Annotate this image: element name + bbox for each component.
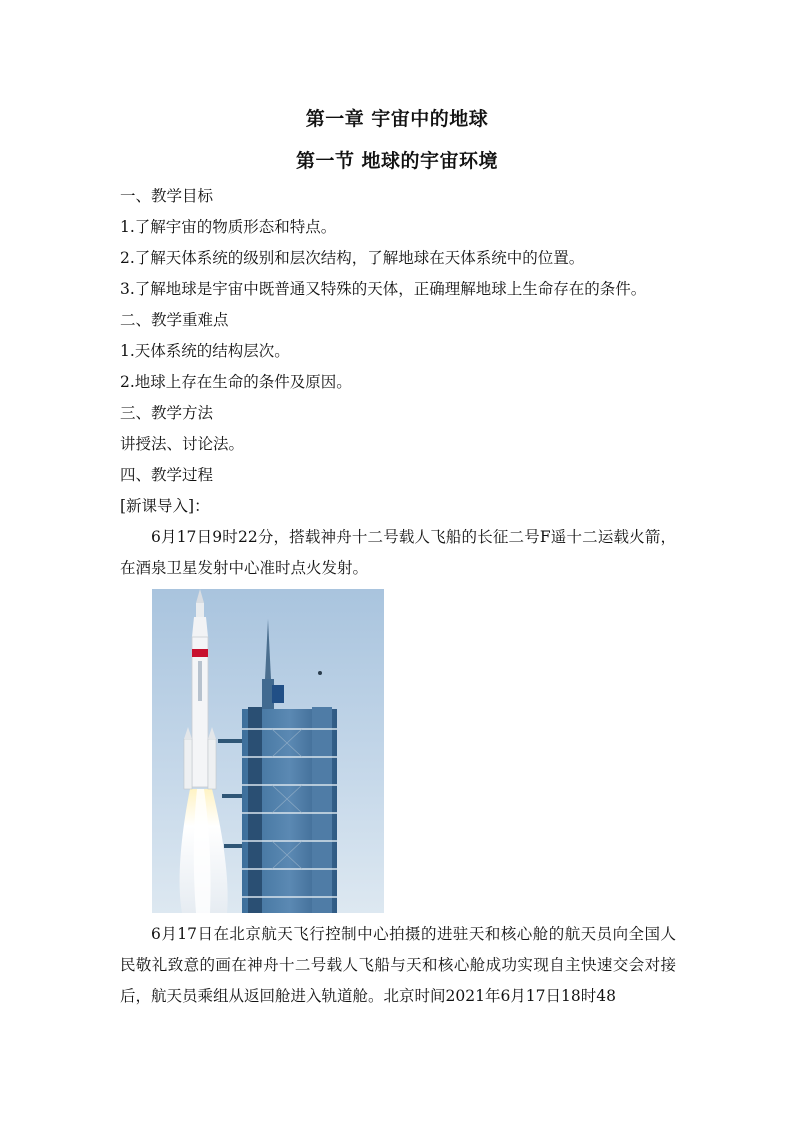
methods-text: 讲授法、讨论法。: [120, 435, 245, 453]
key-point-item: 2.地球上存在生命的条件及原因。: [120, 373, 352, 391]
objective-item: 2.了解天体系统的级别和层次结构，了解地球在天体系统中的位置。: [120, 249, 585, 267]
objective-item: 1.了解宇宙的物质形态和特点。: [120, 218, 337, 236]
objectives-heading: 一、教学目标: [120, 187, 214, 205]
intro-paragraph: 6月17日9时22分，搭载神舟十二号载人飞船的长征二号F遥十二运载火箭，在酒泉卫星发射中心准时点火发射。: [120, 528, 676, 577]
methods-heading: 三、教学方法: [120, 404, 214, 422]
astronaut-paragraph: 6月17日在北京航天飞行控制中心拍摄的进驻天和核心舱的航天员向全国人民敬礼致意的画在神舟十二号载人飞船与天和核心舱成功实现自主快速交会对接后，航天员乘组从返回舱进入轨道舱。北京时间2021年6月17日18时48: [120, 925, 676, 1005]
objective-item: 3.了解地球是宇宙中既普通又特殊的天体，正确理解地球上生命存在的条件。: [120, 280, 647, 298]
key-points-heading: 二、教学重难点: [120, 311, 229, 329]
intro-label: [新课导入]：: [120, 497, 210, 515]
section-title: 第一节 地球的宇宙环境: [295, 150, 499, 172]
process-heading: 四、教学过程: [120, 466, 214, 484]
key-point-item: 1.天体系统的结构层次。: [120, 342, 290, 360]
chapter-title: 第一章 宇宙中的地球: [305, 108, 489, 130]
rocket-launch-photo: [152, 589, 384, 913]
